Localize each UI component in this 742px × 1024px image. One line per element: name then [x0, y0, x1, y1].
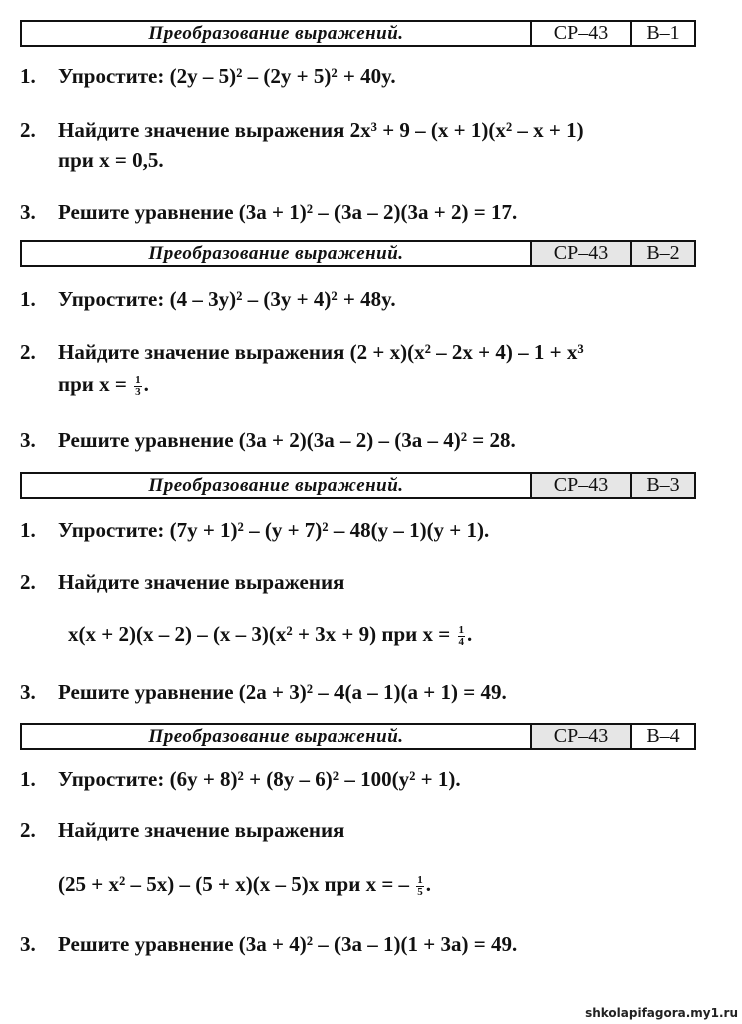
variant-1-header	[20, 20, 696, 47]
task-3	[20, 428, 516, 453]
task-text: Решите уравнение (3a + 4)² – (3a – 1)(1 + 3a) = 49.	[58, 932, 518, 956]
task-number: 2.	[20, 340, 36, 364]
task-2-continuation	[58, 372, 149, 398]
worksheet-code: СР–43	[532, 22, 632, 45]
fraction	[416, 875, 424, 898]
worksheet-title: Преобразование выражений.	[22, 22, 532, 45]
fraction-denominator: 4	[458, 635, 464, 648]
task-2-continuation	[58, 872, 431, 898]
fraction	[458, 625, 466, 648]
fraction-numerator: 1	[135, 373, 141, 386]
task-number: 3.	[20, 200, 36, 224]
task-1	[20, 64, 396, 89]
task-2-continuation: при x = 0,5.	[58, 148, 164, 172]
task-text: при x =	[58, 372, 127, 396]
fraction-denominator: 5	[417, 885, 423, 898]
variant-label: В–4	[646, 725, 680, 747]
worksheet-code: СР–43	[532, 474, 632, 497]
task-number: 1.	[20, 518, 36, 542]
task-text: Решите уравнение (2a + 3)² – 4(a – 1)(a + 1) = 49.	[58, 680, 507, 704]
task-1	[20, 518, 489, 543]
task-text: Найдите значение выражения	[58, 818, 345, 842]
task-text: Найдите значение выражения (2 + x)(x² – 2x + 4) – 1 + x³	[58, 340, 584, 364]
variant-2-header	[20, 240, 696, 267]
task-number: 1.	[20, 767, 36, 791]
variant-label: В–2	[632, 242, 694, 265]
task-text: Упростите: (4 – 3y)² – (3y + 4)² + 48y.	[58, 287, 396, 311]
task-number: 2.	[20, 118, 36, 142]
worksheet-title: Преобразование выражений.	[22, 725, 532, 748]
source-url: shkolapifagora.my1.ru	[585, 1006, 738, 1020]
fraction	[134, 375, 142, 398]
task-text: x(x + 2)(x – 2) – (x – 3)(x² + 3x + 9) при x =	[68, 622, 451, 646]
task-1	[20, 287, 396, 312]
variant-3-header	[20, 472, 696, 499]
task-3	[20, 932, 517, 957]
task-text: Решите уравнение (3a + 1)² – (3a – 2)(3a + 2) = 17.	[58, 200, 518, 224]
worksheet-title: Преобразование выражений.	[22, 242, 532, 265]
task-text: Упростите: (2y – 5)² – (2y + 5)² + 40y.	[58, 64, 396, 88]
variant-4-header	[20, 723, 696, 750]
task-number: 2.	[20, 818, 36, 842]
variant-label: В–1	[646, 22, 680, 44]
task-number: 3.	[20, 680, 36, 704]
task-number: 1.	[20, 64, 36, 88]
fraction-numerator: 1	[417, 873, 423, 886]
task-number: 1.	[20, 287, 36, 311]
task-2	[20, 818, 344, 843]
task-text: .	[143, 372, 149, 396]
worksheet-code: СР–43	[532, 725, 632, 748]
task-2	[20, 570, 344, 595]
task-text: Решите уравнение (3a + 2)(3a – 2) – (3a – 4)² = 28.	[58, 428, 516, 452]
task-text: Найдите значение выражения 2x³ + 9 – (x + 1)(x² – x + 1)	[58, 118, 584, 142]
task-1	[20, 767, 461, 792]
task-text: Найдите значение выражения	[58, 570, 345, 594]
task-number: 3.	[20, 428, 36, 452]
task-text: (25 + x² – 5x) – (5 + x)(x – 5)x при x = –	[58, 872, 410, 896]
task-text: .	[467, 622, 473, 646]
task-text: Упростите: (6y + 8)² + (8y – 6)² – 100(y² + 1).	[58, 767, 461, 791]
task-2	[20, 118, 584, 143]
task-text: .	[425, 872, 432, 896]
task-2	[20, 340, 584, 365]
worksheet-code: СР–43	[532, 242, 632, 265]
worksheet-title: Преобразование выражений.	[22, 474, 532, 497]
task-2-continuation	[68, 622, 472, 648]
variant-label: В–3	[632, 474, 694, 497]
fraction-numerator: 1	[458, 623, 464, 636]
task-3	[20, 200, 517, 225]
fraction-denominator: 3	[135, 385, 141, 398]
task-number: 3.	[20, 932, 36, 956]
task-number: 2.	[20, 570, 36, 594]
task-text: Упростите: (7y + 1)² – (y + 7)² – 48(y – 1)(y + 1).	[58, 518, 490, 542]
task-3	[20, 680, 507, 705]
